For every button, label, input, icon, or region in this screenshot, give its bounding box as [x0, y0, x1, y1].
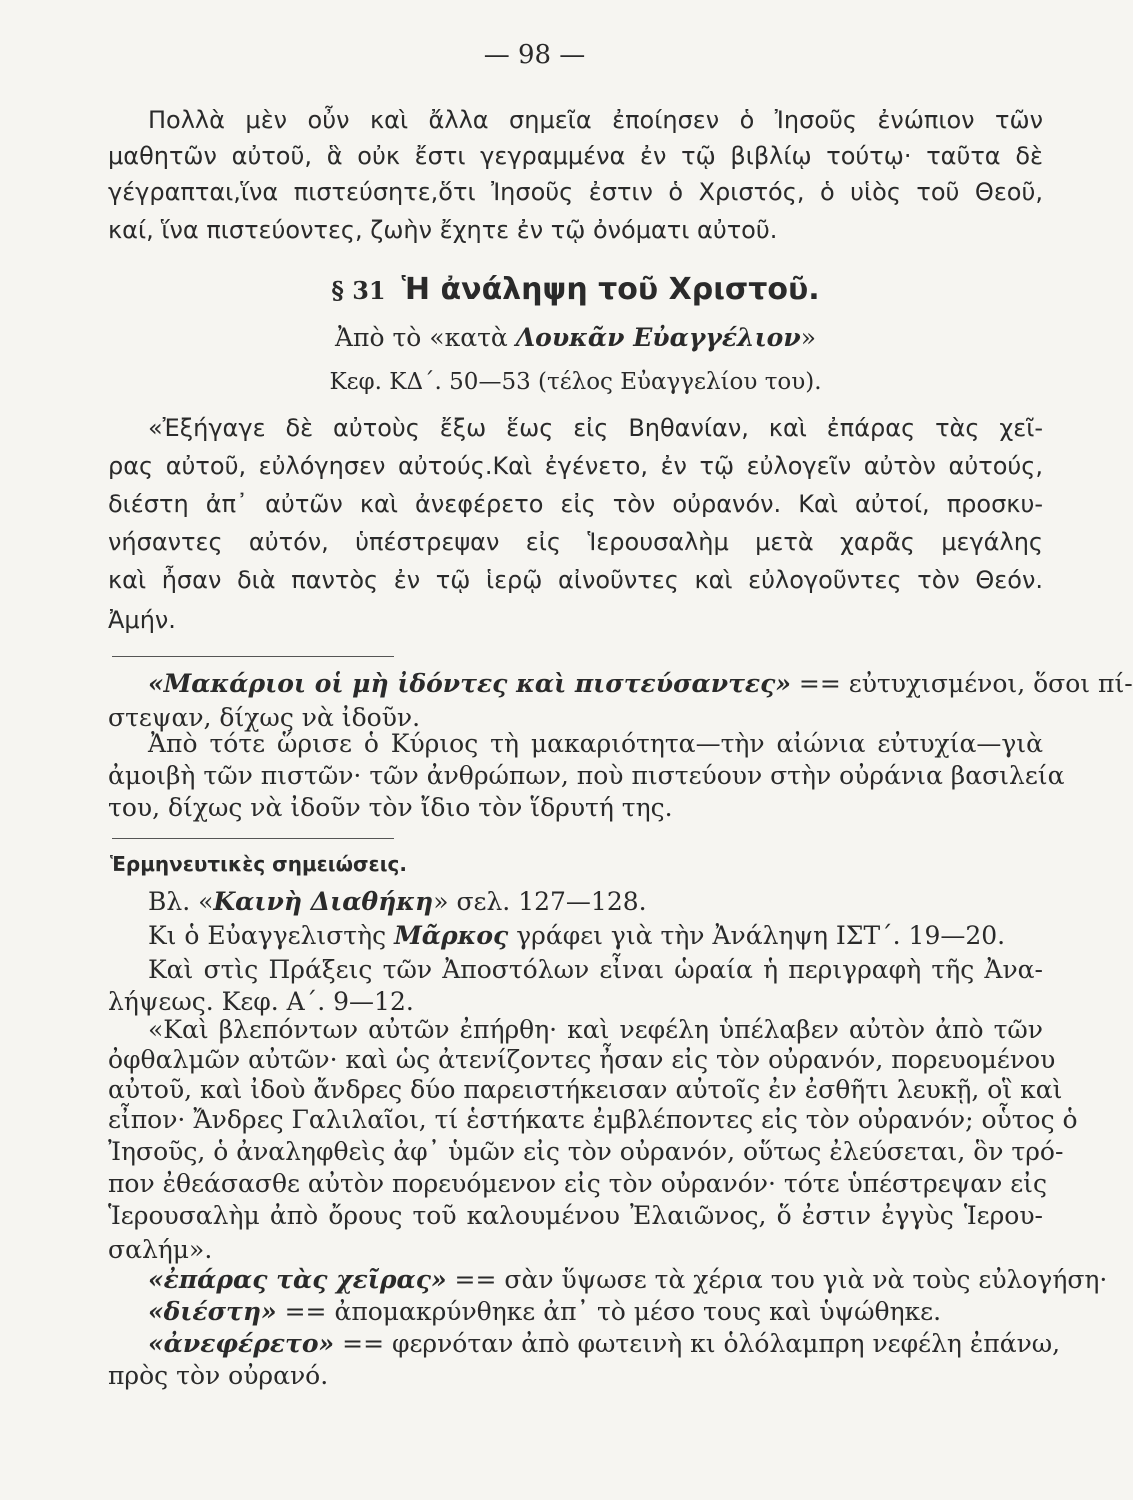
intro-line: γέγραπται,ἵνα πιστεύσητε,ὅτι Ἰησοῦς ἐστιν ὁ Χριστός, ὁ υἱὸς τοῦ Θεοῦ,	[108, 178, 1043, 206]
gloss-term: «ἐπάρας τὰς χεῖρας»	[148, 1265, 447, 1294]
section-reference: Κεφ. ΚΔ΄. 50—53 (τέλος Εὐαγγελίου του).	[329, 369, 822, 395]
gospel-line: καὶ ἦσαν διὰ παντὸς ἐν τῷ ἱερῷ αἰνοῦντες καὶ εὐλογοῦντες τὸν Θεόν.	[108, 566, 1043, 594]
source-suffix: »	[800, 323, 816, 352]
source-prefix: Ἀπὸ τὸ «κατὰ	[334, 323, 516, 352]
gospel-line: ρας αὐτοῦ, εὐλόγησεν αὐτούς.Καὶ ἐγένετο, ἐν τῷ εὐλογεῖν αὐτὸν αὐτούς,	[108, 452, 1043, 480]
acts-line: λήψεως. Κεφ. Α΄. 9—12.	[108, 987, 414, 1016]
section-title: Ἡ ἀνάληψη τοῦ Χριστοῦ.	[401, 272, 820, 307]
blessed-line: ἀμοιβὴ τῶν πιστῶν· τῶν ἀνθρώπων, ποὺ πιστεύουν στὴν οὐράνια βασιλεία	[108, 761, 1065, 790]
quote-line: Ἰησοῦς, ὁ ἀναληφθεὶς ἀφ᾿ ὑμῶν εἰς τὸν οὐρανόν, οὕτως ἐλεύσεται, ὃν τρό-	[108, 1137, 1064, 1166]
notes-ref	[148, 886, 1043, 918]
divider	[112, 838, 394, 839]
page-number: — 98 —	[483, 40, 586, 70]
gloss-continuation: πρὸς τὸν οὐρανό.	[108, 1361, 329, 1390]
mark-prefix: Κι ὁ Εὐαγγελιστὴς	[148, 921, 395, 950]
gospel-line: «Ἐξήγαγε δὲ αὐτοὺς ἔξω ἕως εἰς Βηθανίαν, καὶ ἐπάρας τὰς χεῖ-	[148, 414, 1043, 442]
gospel-line: νήσαντες αὐτόν, ὑπέστρεψαν εἰς Ἱερουσαλὴμ μετὰ χαρᾶς μεγάλης	[108, 528, 1043, 556]
intro-line: Πολλὰ μὲν οὖν καὶ ἄλλα σημεῖα ἐποίησεν ὁ Ἰησοῦς ἐνώπιον τῶν	[148, 106, 1043, 134]
quote-line: πον ἐθεάσασθε αὐτὸν πορευόμενον εἰς τὸν οὐρανόν· τότε ὑπέστρεψαν εἰς	[108, 1169, 1047, 1198]
gospel-line: διέστη ἀπ᾿ αὐτῶν καὶ ἀνεφέρετο εἰς τὸν οὐρανόν. Καὶ αὐτοί, προσκυ-	[108, 490, 1043, 518]
quote-line: «Καὶ βλεπόντων αὐτῶν ἐπήρθη· καὶ νεφέλη ὑπέλαβεν αὐτὸν ἀπὸ τῶν	[148, 1015, 1043, 1044]
ref-pages: » σελ. 127—128.	[433, 887, 647, 916]
ref-prefix: Βλ. «	[148, 887, 214, 916]
gloss-definition: == ἀπομακρύνθηκε ἀπ᾿ τὸ μέσο τους καὶ ὑψώθηκε.	[276, 1297, 942, 1326]
gloss-term: «ἀνεφέρετο»	[148, 1329, 335, 1358]
gloss-definition: == σὰν ὕψωσε τὰ χέρια του γιὰ νὰ τοὺς εὐλογήση·	[446, 1265, 1108, 1294]
notes-mark	[148, 920, 1043, 952]
divider	[112, 656, 394, 657]
gospel-line: Ἀμήν.	[108, 606, 176, 634]
quote-line: Ἱερουσαλὴμ ἀπὸ ὄρους τοῦ καλουμένου Ἐλαιῶνος, ὅ ἐστιν ἐγγὺς Ἱερου-	[108, 1201, 1043, 1230]
gloss-3	[148, 1328, 1061, 1360]
notes-heading: Ἑρμηνευτικὲς σημειώσεις.	[110, 852, 407, 876]
source-book: Λουκᾶν Εὐαγγέλιον	[515, 323, 801, 352]
ref-book: Καινὴ Διαθήκη	[213, 887, 434, 916]
gloss-term: «διέστη»	[148, 1297, 277, 1326]
section-heading	[108, 270, 1043, 311]
intro-line: μαθητῶν αὐτοῦ, ἃ οὐκ ἔστι γεγραμμένα ἐν τῷ βιβλίῳ τούτῳ· ταῦτα δὲ	[108, 142, 1043, 170]
quote-line: ὀφθαλμῶν αὐτῶν· καὶ ὡς ἀτενίζοντες ἦσαν εἰς τὸν οὐρανόν, πορευομένου	[108, 1045, 1056, 1074]
blessed-line: στεψαν, δίχως νὰ ἰδοῦν.	[108, 703, 421, 732]
quote-line: αὐτοῦ, καὶ ἰδοὺ ἄνδρες δύο παρειστήκεισαν αὐτοῖς ἐν ἐσθῆτι λευκῇ, οἳ καὶ	[108, 1075, 1063, 1104]
gloss-definition: == φερνόταν ἀπὸ φωτεινὴ κι ὁλόλαμπρη νεφέλη ἐπάνω,	[334, 1329, 1061, 1358]
section-number: § 31	[331, 276, 386, 305]
gloss-1	[148, 1264, 1108, 1296]
intro-line: καί, ἵνα πιστεύοντες, ζωὴν ἔχητε ἐν τῷ ὀνόματι αὐτοῦ.	[108, 216, 778, 244]
mark-reference: γράφει γιὰ τὴν Ἀνάληψη ΙΣΤ΄. 19—20.	[508, 921, 1006, 950]
blessed-line: Ἀπὸ τότε ὥρισε ὁ Κύριος τὴ μακαριότητα—τὴν αἰώνια εὐτυχία—γιὰ	[148, 729, 1043, 758]
blessed-term: «Μακάριοι οἱ μὴ ἰδόντες καὶ πιστεύσαντες»	[148, 669, 791, 698]
mark-name: Μᾶρκος	[394, 921, 509, 950]
gloss-2	[148, 1296, 1043, 1328]
blessed-line-1	[148, 668, 1133, 700]
section-source	[108, 322, 1043, 354]
blessed-line: του, δίχως νὰ ἰδοῦν τὸν ἴδιο τὸν ἵδρυτή της.	[108, 793, 673, 822]
acts-line: Καὶ στὶς Πράξεις τῶν Ἀποστόλων εἶναι ὡραία ἡ περιγραφὴ τῆς Ἀνα-	[148, 955, 1043, 984]
blessed-definition: == εὐτυχισμένοι, ὅσοι πί-	[790, 669, 1133, 698]
quote-line: εἶπον· Ἄνδρες Γαλιλαῖοι, τί ἑστήκατε ἐμβλέποντες εἰς τὸν οὐρανόν; οὗτος ὁ	[108, 1105, 1078, 1134]
quote-line: σαλήμ».	[108, 1235, 213, 1264]
